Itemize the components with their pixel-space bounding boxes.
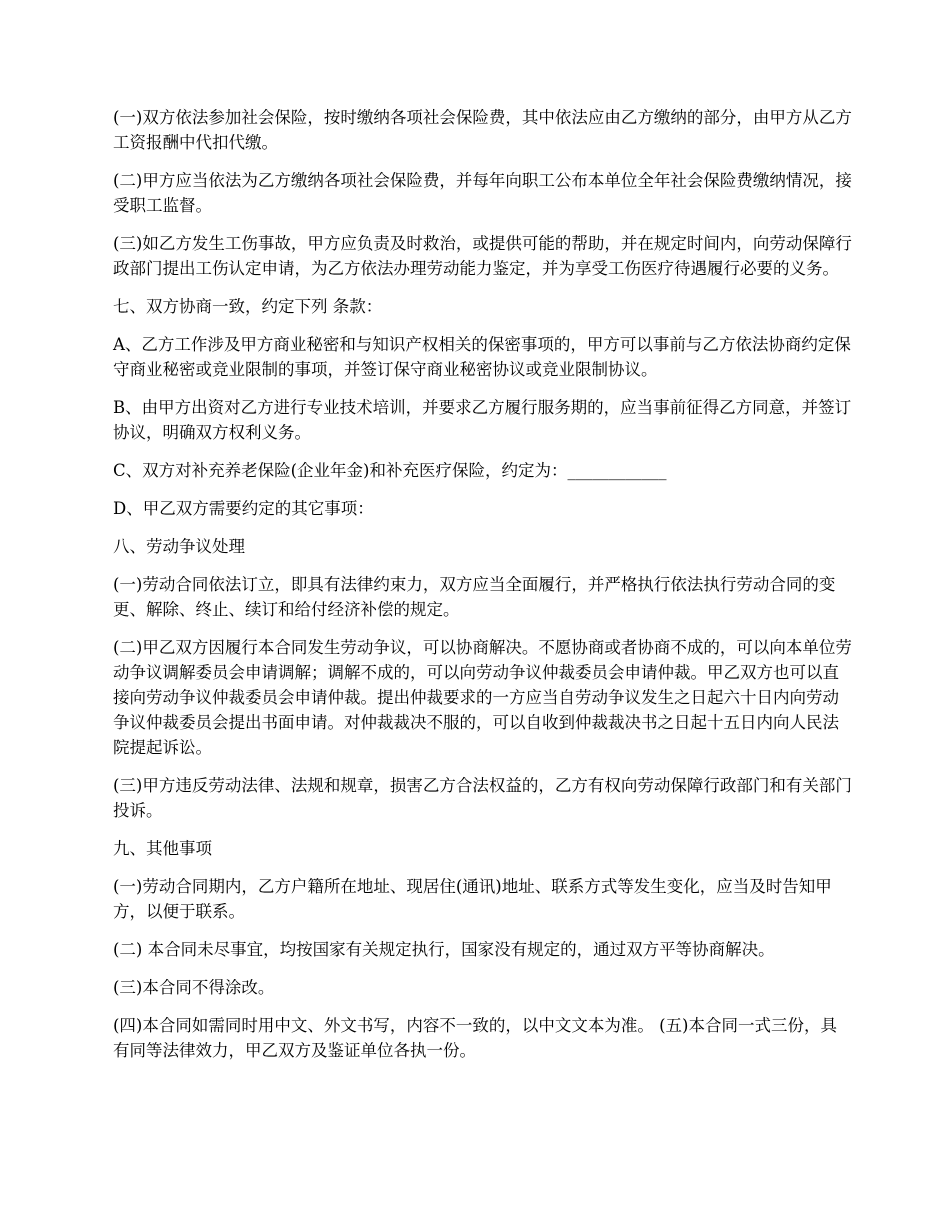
paragraph-other-4: (四)本合同如需同时用中文、外文书写，内容不一致的，以中文文本为准。 (五)本合同一式三份，具有同等法律效力，甲乙双方及鉴证单位各执一份。 <box>113 1016 837 1060</box>
paragraph-clause-b: B、由甲方出资对乙方进行专业技术培训，并要求乙方履行服务期的，应当事前征得乙方同意，并签订协议，明确双方权利义务。 <box>113 398 852 442</box>
paragraph-other-3: (三)本合同不得涂改。 <box>113 978 275 997</box>
paragraph-dispute-2: (二)甲乙双方因履行本合同发生劳动争议，可以协商解决。不愿协商或者协商不成的，可以向本单位劳动争议调解委员会申请调解；调解不成的，可以向劳动争议仲裁委员会申请仲裁。甲乙双方也可以直接向劳动争议仲裁委员会申请仲裁。提出仲裁要求的一方应当自劳动争议发生之日起六十日内向劳动争议仲裁委员会提出书面申请。对仲裁裁决不服的，可以自收到仲裁裁决书之日起十五日内向人民法院提起诉讼。 <box>113 638 852 757</box>
paragraph-dispute-3: (三)甲方违反劳动法律、法规和规章，损害乙方合法权益的，乙方有权向劳动保障行政部门和有关部门投诉。 <box>113 776 852 820</box>
paragraph-clause-c: C、双方对补充养老保险(企业年金)和补充医疗保险，约定为：____________ <box>113 461 667 480</box>
paragraph-other-2: (二) 本合同未尽事宜，均按国家有关规定执行，国家没有规定的，通过双方平等协商解决。 <box>113 940 775 959</box>
paragraph-clause-d: D、甲乙双方需要约定的其它事项： <box>113 499 374 518</box>
paragraph-other-1: (一)劳动合同期内，乙方户籍所在地址、现居住(通讯)地址、联系方式等发生变化，应当及时告知甲方，以便于联系。 <box>113 877 832 921</box>
document-page <box>113 105 853 1076</box>
paragraph-social-insurance-2: (二)甲方应当依法为乙方缴纳各项社会保险费，并每年向职工公布本单位全年社会保险费缴纳情况，接受职工监督。 <box>113 171 852 215</box>
paragraph-social-insurance-1: (一)双方依法参加社会保险，按时缴纳各项社会保险费，其中依法应由乙方缴纳的部分，由甲方从乙方工资报酬中代扣代缴。 <box>113 108 852 152</box>
section-heading-9: 九、其他事项 <box>113 839 212 858</box>
paragraph-dispute-1: (一)劳动合同依法订立，即具有法律约束力，双方应当全面履行，并严格执行依法执行劳动合同的变更、解除、终止、续订和给付经济补偿的规定。 <box>113 575 836 619</box>
section-heading-8: 八、劳动争议处理 <box>113 537 245 556</box>
paragraph-clause-a: A、乙方工作涉及甲方商业秘密和与知识产权相关的保密事项的，甲方可以事前与乙方依法协商约定保守商业秘密或竞业限制的事项，并签订保守商业秘密协议或竞业限制协议。 <box>113 335 851 379</box>
section-heading-7: 七、双方协商一致，约定下列 条款： <box>113 297 383 316</box>
paragraph-social-insurance-3: (三)如乙方发生工伤事故，甲方应负责及时救治，或提供可能的帮助，并在规定时间内，向劳动保障行政部门提出工伤认定申请，为乙方依法办理劳动能力鉴定，并为享受工伤医疗待遇履行必要的义务。 <box>113 234 852 278</box>
